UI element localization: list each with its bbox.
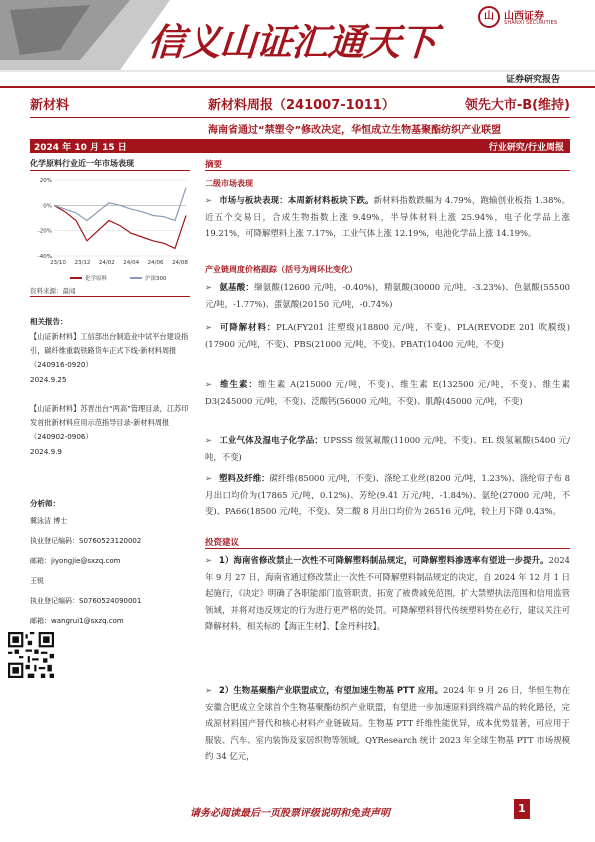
logo-en-text: SHANXI SECURITIES — [504, 20, 558, 26]
bullet-icon: ➢ — [205, 685, 213, 695]
slogan: 信义山证汇通天下 — [146, 20, 438, 64]
related-report-item[interactable] — [30, 402, 190, 459]
title-row — [30, 92, 570, 116]
bullet-icon: ➢ — [205, 282, 213, 292]
invest-item — [205, 682, 570, 765]
invest-heading: 投资建议 — [205, 538, 240, 548]
y-tick-label: 20% — [39, 178, 52, 184]
series-line — [54, 188, 186, 221]
market-paragraph — [205, 192, 570, 242]
bullet-icon: ➢ — [205, 435, 213, 445]
related-reports-heading: 相关报告： — [30, 317, 68, 326]
y-tick-label: -20% — [37, 228, 52, 235]
chart-title: 化学原料行业近一年市场表现 — [30, 159, 134, 168]
price-item — [205, 279, 570, 312]
qr-code-icon — [8, 632, 54, 678]
report-type: 证券研究报告 — [505, 75, 560, 85]
logo-cn-text: 山西证券 — [504, 11, 544, 22]
invest-item-text: 2024 年 9 月 27 日，海南省通过修改禁止一次性不可降解塑料制品规定的决定，自 2024 年 12 月 1 日起施行，《决定》明确了各职能部门监管职责，拓宽了被费减免范围，扩大禁塑执法范围和信用监管领域，并将对违反规定的行为进行更严格的处罚。可降解塑料替代传统塑料势在必行，建议关注可降解材料，相关标的【海正生材】、【金丹科技】。 — [205, 555, 570, 632]
chart-source: 资料来源：最闻 — [30, 287, 76, 295]
price-item — [205, 319, 570, 352]
sector-label: 新材料 — [30, 98, 70, 113]
x-tick-label: 24/08 — [172, 260, 188, 266]
price-item-lead: 塑料及纤维： — [219, 473, 270, 483]
analyst-name: 冀泳洁 博士 — [30, 517, 68, 525]
legend-label: 沪深300 — [145, 276, 167, 282]
chart-divider — [30, 170, 190, 171]
market-lead: 市场与板块表现：本周新材料板块下跌。 — [219, 195, 374, 205]
report-title: 新材料周报（241007-1011） — [208, 98, 395, 113]
price-item-lead: 可降解材料： — [219, 322, 277, 332]
price-item-lead: 维生素： — [219, 379, 258, 389]
price-item-lead: 工业气体及湿电子化学品： — [219, 435, 324, 445]
page-number: 1 — [514, 799, 530, 819]
logo-icon: 山 — [478, 6, 500, 28]
report-subtitle: 海南省通过“禁塑令”修改决定，华恒成立生物基聚酯纺织产业联盟 — [208, 125, 502, 136]
date-bar — [30, 139, 570, 153]
related-report-date: 2024.9.25 — [30, 374, 67, 384]
invest-item-lead: 2）生物基聚酯产业联盟成立，有望加速生物基 PTT 应用。 — [219, 685, 444, 695]
analysts-heading: 分析师： — [30, 499, 60, 508]
report-category: 行业研究/行业周报 — [488, 143, 564, 153]
price-item-text: 缬氨酸(12600 元/吨，-0.40%)，精氨酸(30000 元/吨，-3.23%)、色氨酸(55500 元/吨，-1.77%)、蛋氨酸(20150 元/吨，-0.74%) — [205, 282, 571, 309]
abstract-heading: 摘要 — [205, 160, 223, 170]
market-text: 新材料指数跌幅为 4.79%，跑输创业板指 1.38%。近五个交易日，合成生物指数上涨 9.49%，半导体材料上涨 25.94%，电子化学品上涨 19.21%，可降解塑料上涨 7.17%，工业气体上涨 12.19%，电池化学品上涨 14.19%。 — [205, 195, 570, 239]
bullet-icon: ➢ — [205, 555, 213, 565]
analyst-cert: 执业登记编码：S0760524090001 — [30, 597, 142, 605]
invest-item — [205, 552, 570, 635]
analyst-name: 王锐 — [30, 577, 44, 585]
company-logo — [478, 6, 588, 30]
report-date: 2024 年 10 月 15 日 — [34, 143, 127, 153]
related-report-item[interactable] — [30, 330, 190, 387]
price-item-text: 碳纤维(85000 元/吨，不变)、涤纶工业丝(8200 元/吨，1.23%)、涤纶帘子布 8 月出口均价为(17865 元/吨，0.12%)、芳纶(9.41 万元/吨，-1.84%)、氨纶(27000 元/吨，不变)、PA66(18500 元/吨，不变)、癸二酸 8 月出口均价为 26516 元/吨，较上月下降 0.43%。 — [205, 473, 571, 517]
x-tick-label: 24/04 — [123, 260, 140, 266]
price-item-text: PLA(FY201 注塑级)(18800 元/吨，不变)、PLA(REVODE 201 吹膜级)(17900 元/吨，不变)、PBS(21000 元/吨，不变)、PBAT(10400 元/吨，不变) — [205, 322, 570, 349]
source-divider — [30, 296, 190, 297]
price-item-lead: 氨基酸： — [219, 282, 255, 292]
rating: 领先大市-B(维持) — [464, 98, 570, 113]
price-item-text: 维生素 A(215000 元/吨，不变)、维生素 E(132500 元/吨，不变)、维生素 D3(245000 元/吨，不变)、泛酸钙(56000 元/吨，不变)、肌醇(45000 元/吨，不变) — [205, 379, 571, 406]
market-performance-chart — [30, 172, 190, 284]
analyst-email[interactable]: 邮箱：wangrui1@sxzq.com — [30, 617, 124, 625]
related-report-text: 苏晋出台“两高”管理目录，江苏印发首批新材料应用示范指导目录-新材料周报（240902-0906） — [30, 404, 189, 442]
market-heading: 二级市场表现 — [205, 179, 253, 188]
bullet-icon: ➢ — [205, 322, 213, 332]
price-heading: 产业链周度价格跟踪（括号为周环比变化） — [205, 265, 357, 274]
invest-item-lead: 1）海南省修改禁止一次性不可降解塑料制品规定，可降解塑料渗透率有望进一步提升。 — [219, 555, 549, 565]
footer — [30, 798, 570, 822]
related-report-tag: 【山证新材料】 — [30, 404, 81, 413]
x-tick-label: 24/02 — [98, 260, 115, 266]
x-tick-label: 23/10 — [50, 260, 66, 266]
invest-divider — [205, 548, 570, 549]
related-report-date: 2024.9.9 — [30, 446, 63, 456]
price-item — [205, 432, 570, 465]
x-tick-label: 24/06 — [147, 260, 164, 266]
price-item-text: UPSSS 级氢氟酸(11000 元/吨，不变)、EL 级氢氟酸(5400 元/吨，不变) — [205, 435, 571, 462]
price-item — [205, 376, 570, 409]
analyst-email[interactable]: 邮箱：jiyongjie@sxzq.com — [30, 557, 121, 565]
bullet-icon: ➢ — [205, 379, 213, 389]
invest-item-text: 2024 年 9 月 26 日，华恒生物在安徽合肥成立全球首个生物基聚酯纺织产业联盟，有望进一步加速原料到终端产品的转化路径，完成原材料国产替代和核心材料产业链破局。生物基 PTT 纤维性能优异，成本优势显著，可应用于服装、汽车、室内装饰及家居织物等领域。QYResearch 统计 2023 年全球生物基 PTT 市场规模约 34 亿元， — [205, 685, 571, 762]
bullet-icon: ➢ — [205, 195, 213, 205]
legend-label: 化学原料 — [85, 276, 108, 282]
header-banner — [0, 0, 595, 88]
price-item — [205, 470, 570, 520]
title-divider — [30, 117, 570, 118]
abstract-divider — [205, 170, 570, 171]
y-tick-label: -40% — [37, 254, 52, 260]
analyst-cert: 执业登记编码：S0760523120002 — [30, 537, 142, 545]
bullet-icon: ➢ — [205, 473, 213, 483]
related-report-text: 工信部出台制造业中试平台建设指引，碳纤维重载铁路货车正式下线-新材料周报（240916-0920） — [30, 332, 189, 370]
x-tick-label: 23/12 — [74, 260, 91, 266]
related-report-tag: 【山证新材料】 — [30, 332, 81, 341]
y-tick-label: 0% — [43, 203, 52, 210]
disclaimer-notice[interactable]: 请务必阅读最后一页股票评级说明和免责声明 — [190, 808, 390, 819]
